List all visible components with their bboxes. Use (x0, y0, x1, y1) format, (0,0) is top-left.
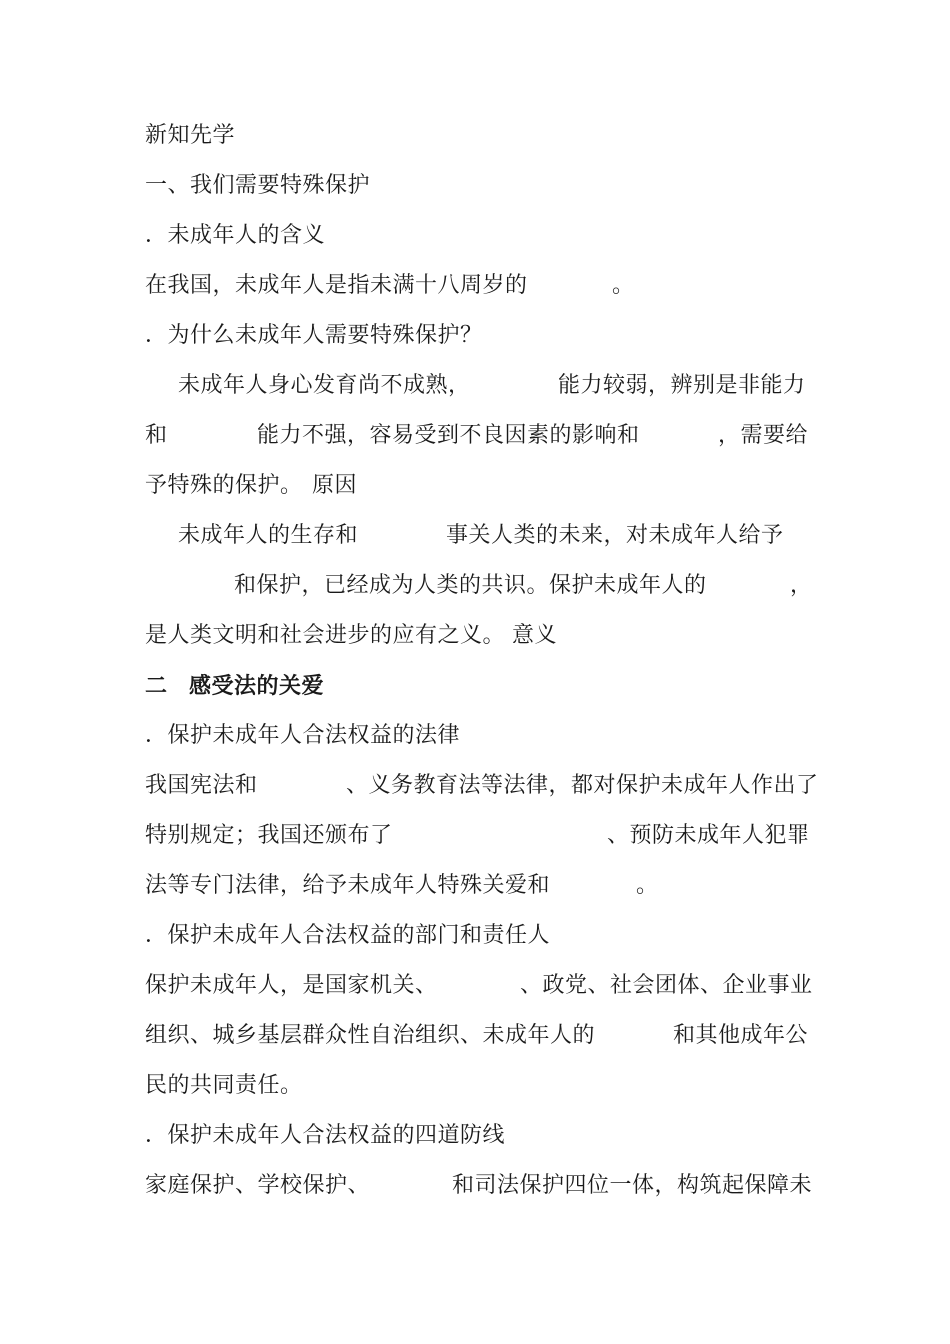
section2-heading-num: 二 (145, 673, 168, 699)
defense-line1-a: 家庭保护、学校保护、 (145, 1173, 371, 1198)
reason-line1-a: 未成年人身心发育尚不成熟， (178, 373, 471, 398)
resp-line3: 民的共同责任。 (145, 1073, 303, 1098)
section2-heading-text: 感受法的关爱 (189, 673, 325, 699)
law-line1-a: 我国宪法和 (145, 773, 258, 798)
reason-line1-b: 能力较弱，辨别是非能力 (558, 373, 806, 398)
meaning-tag: 意义 (512, 623, 558, 648)
reason-line2-c: ，需要给 (718, 423, 809, 448)
reason-line2-a: 和 (145, 423, 168, 448)
item1-text-a: 在我国，未成年人是指未满十八周岁的 (145, 273, 528, 298)
reason-tag: 原因 (312, 473, 358, 498)
law-line2-b: 、预防未成年人犯罪 (607, 823, 810, 848)
section1-item1-title: ．未成年人的含义 (145, 223, 326, 248)
meaning-line2-a: 和保护，已经成为人类的共识。保护未成年人的 (234, 573, 707, 598)
meaning-line3: 是人类文明和社会进步的应有之义。 (145, 623, 506, 648)
meaning-line1-a: 未成年人的生存和 (178, 523, 359, 548)
meaning-line2-b: ， (790, 573, 813, 598)
reason-line3: 予特殊的保护。 (145, 473, 303, 498)
law-line3-b: 。 (636, 873, 659, 898)
law-line1-b: 、义务教育法等法律，都对保护未成年人作出了 (346, 773, 819, 798)
law-line3-a: 法等专门法律，给予未成年人特殊关爱和 (145, 873, 551, 898)
law-line2-a: 特别规定；我国还颁布了 (145, 823, 393, 848)
resp-line1-a: 保护未成年人，是国家机关、 (145, 973, 438, 998)
resp-line2-b: 和其他成年公 (673, 1023, 809, 1048)
resp-line1-b: 、政党、社会团体、企业事业 (520, 973, 813, 998)
defense-line1-b: 和司法保护四位一体，构筑起保障未 (452, 1173, 813, 1198)
item1-text-b: 。 (612, 273, 635, 298)
section2-item1-title: ．保护未成年人合法权益的法律 (145, 723, 461, 748)
doc-title: 新知先学 (145, 123, 236, 148)
meaning-line1-b: 事关人类的未来，对未成年人给予 (446, 523, 784, 548)
section1-item2-title: ．为什么未成年人需要特殊保护？ (145, 323, 483, 348)
reason-line2-b: 能力不强，容易受到不良因素的影响和 (257, 423, 640, 448)
resp-line2-a: 组织、城乡基层群众性自治组织、未成年人的 (145, 1023, 596, 1048)
section1-heading: 一、我们需要特殊保护 (145, 173, 371, 198)
section2-item3-title: ．保护未成年人合法权益的四道防线 (145, 1123, 506, 1148)
section2-item2-title: ．保护未成年人合法权益的部门和责任人 (145, 923, 551, 948)
